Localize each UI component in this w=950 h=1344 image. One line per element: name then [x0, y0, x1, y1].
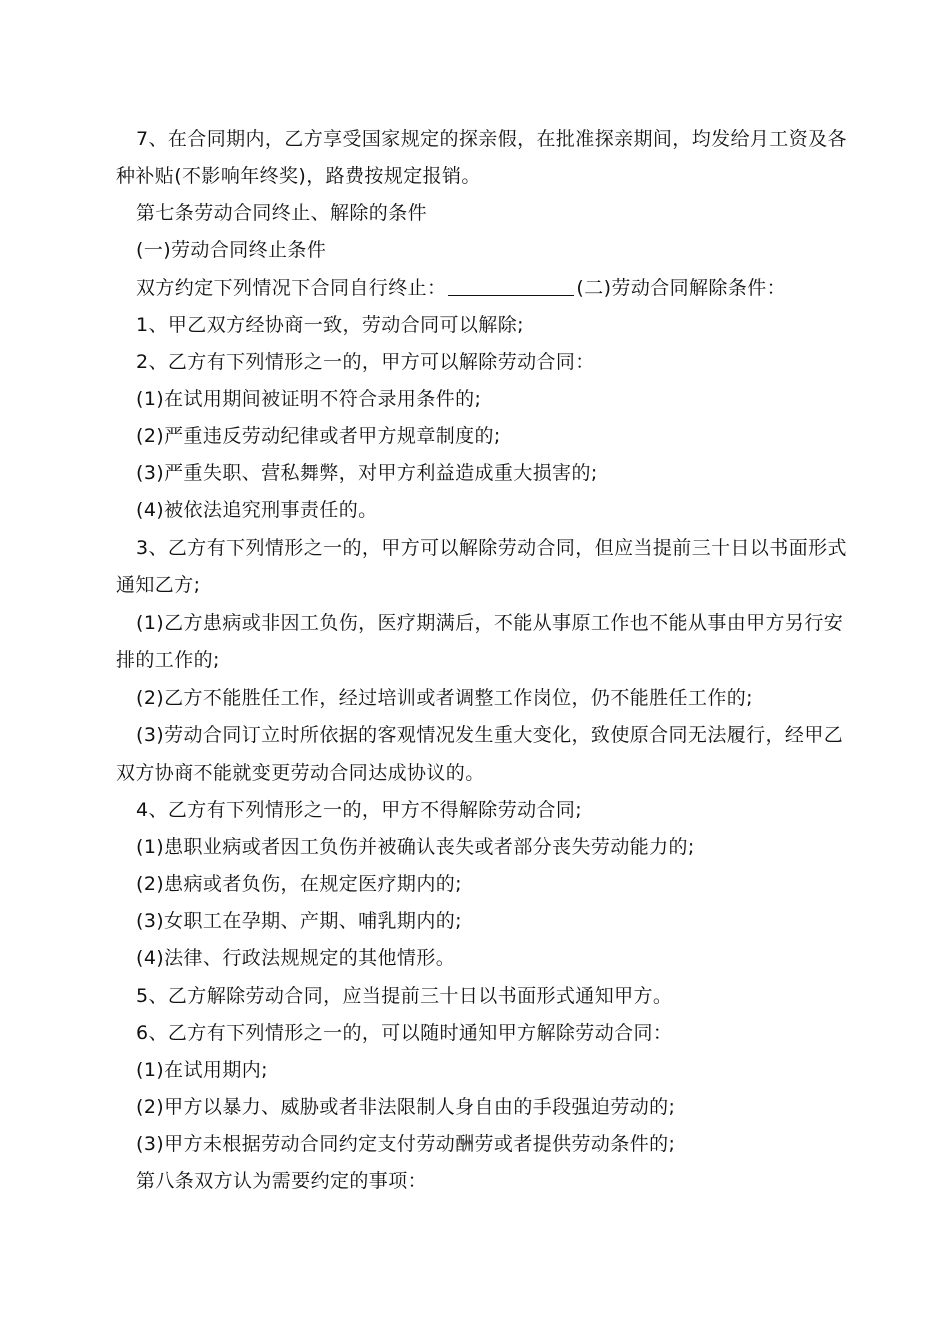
- section-2-heading: (二)劳动合同解除条件：: [576, 277, 787, 299]
- clause-2-item-4: (4)被依法追究刑事责任的。: [136, 499, 378, 521]
- clause-2: 2、乙方有下列情形之一的，甲方可以解除劳动合同：: [136, 351, 595, 373]
- clause-3-item-2: (2)乙方不能胜任工作，经过培训或者调整工作岗位，仍不能胜任工作的;: [136, 687, 753, 709]
- clause-6-item-3: (3)甲方未根据劳动合同约定支付劳动酬劳或者提供劳动条件的;: [136, 1133, 676, 1155]
- clause-6-item-2: (2)甲方以暴力、威胁或者非法限制人身自由的手段强迫劳动的;: [136, 1096, 676, 1118]
- clause-2-item-3: (3)严重失职、营私舞弊，对甲方利益造成重大损害的;: [136, 462, 598, 484]
- clause-4: 4、乙方有下列情形之一的，甲方不得解除劳动合同;: [136, 799, 583, 821]
- clause-3-item-1-line-1: (1)乙方患病或非因工负伤，医疗期满后，不能从事原工作也不能从事由甲方另行安: [136, 612, 844, 634]
- paragraph-7-line-1: 7、在合同期内，乙方享受国家规定的探亲假，在批准探亲期间，均发给月工资及各: [136, 128, 847, 150]
- article-8-heading: 第八条双方认为需要约定的事项：: [136, 1170, 428, 1192]
- clause-3-item-3-line-1: (3)劳动合同订立时所依据的客观情况发生重大变化，致使原合同无法履行，经甲乙: [136, 724, 844, 746]
- clause-6-item-1: (1)在试用期内;: [136, 1059, 268, 1081]
- clause-6: 6、乙方有下列情形之一的，可以随时通知甲方解除劳动合同：: [136, 1022, 673, 1044]
- clause-3-item-3-line-2: 双方协商不能就变更劳动合同达成协议的。: [116, 762, 485, 784]
- clause-4-item-1: (1)患职业病或者因工负伤并被确认丧失或者部分丧失劳动能力的;: [136, 836, 695, 858]
- paragraph-7-line-2: 种补贴(不影响年终奖)，路费按规定报销。: [116, 165, 481, 187]
- clause-2-item-1: (1)在试用期间被证明不符合录用条件的;: [136, 388, 482, 410]
- termination-agreement-line: [136, 275, 786, 301]
- clause-4-item-2: (2)患病或者负伤，在规定医疗期内的;: [136, 873, 462, 895]
- clause-3-line-2: 通知乙方;: [116, 574, 201, 596]
- section-1-heading: (一)劳动合同终止条件: [136, 239, 327, 261]
- termination-agreement-text: 双方约定下列情况下合同自行终止：: [136, 277, 447, 299]
- fill-in-blank: [448, 277, 574, 296]
- clause-5: 5、乙方解除劳动合同，应当提前三十日以书面形式通知甲方。: [136, 985, 673, 1007]
- clause-3-item-1-line-2: 排的工作的;: [116, 649, 220, 671]
- article-7-heading: 第七条劳动合同终止、解除的条件: [136, 202, 428, 224]
- clause-2-item-2: (2)严重违反劳动纪律或者甲方规章制度的;: [136, 425, 501, 447]
- clause-4-item-3: (3)女职工在孕期、产期、哺乳期内的;: [136, 910, 462, 932]
- clause-3-line-1: 3、乙方有下列情形之一的，甲方可以解除劳动合同，但应当提前三十日以书面形式: [136, 537, 847, 559]
- clause-1: 1、甲乙双方经协商一致，劳动合同可以解除;: [136, 314, 524, 336]
- clause-4-item-4: (4)法律、行政法规规定的其他情形。: [136, 947, 456, 969]
